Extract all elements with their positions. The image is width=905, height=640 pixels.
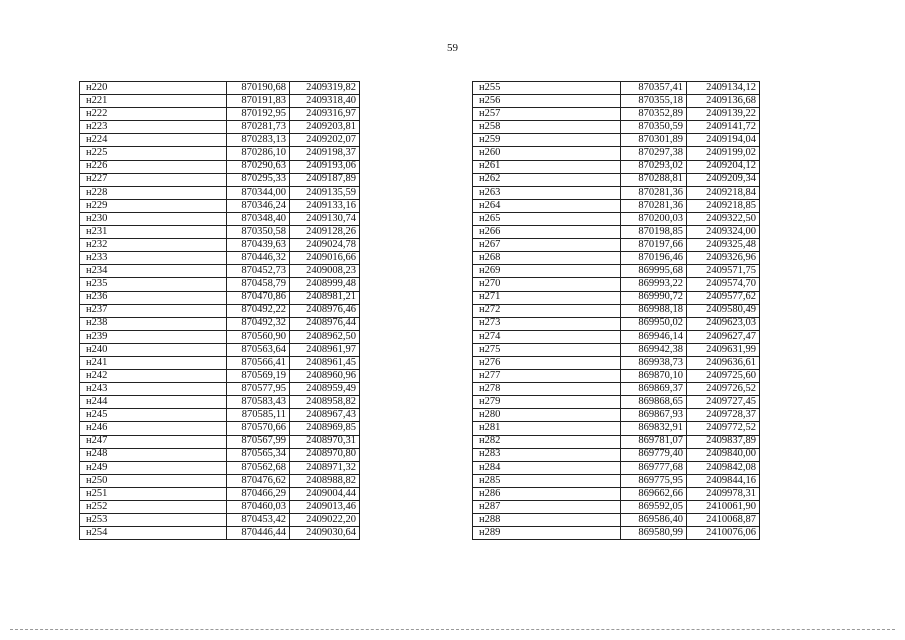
y-coordinate-cell: 2409193,06 [290,160,360,173]
y-coordinate-cell: 2409128,26 [290,226,360,239]
point-id-cell: н283 [473,448,621,461]
point-id-cell: н289 [473,527,621,540]
x-coordinate-cell: 870297,38 [621,147,687,160]
point-id-cell: н271 [473,291,621,304]
table-row [80,212,360,225]
y-coordinate-cell: 2409571,75 [687,265,760,278]
y-coordinate-cell: 2409218,85 [687,199,760,212]
point-id-cell: н246 [80,422,227,435]
y-coordinate-cell: 2408961,97 [290,343,360,356]
point-id-cell: н282 [473,435,621,448]
point-id-cell: н259 [473,134,621,147]
point-id-cell: н285 [473,474,621,487]
point-id-cell: н220 [80,82,227,95]
x-coordinate-cell: 870301,89 [621,134,687,147]
table-row [80,304,360,317]
y-coordinate-cell: 2409631,99 [687,343,760,356]
y-coordinate-cell: 2409316,97 [290,108,360,121]
table-row [80,422,360,435]
x-coordinate-cell: 870585,11 [227,409,290,422]
x-coordinate-cell: 870192,95 [227,108,290,121]
point-id-cell: н268 [473,252,621,265]
y-coordinate-cell: 2409136,68 [687,95,760,108]
point-id-cell: н239 [80,330,227,343]
x-coordinate-cell: 870569,19 [227,370,290,383]
table-row [80,527,360,540]
point-id-cell: н235 [80,278,227,291]
point-id-cell: н277 [473,370,621,383]
y-coordinate-cell: 2408976,46 [290,304,360,317]
y-coordinate-cell: 2409130,74 [290,212,360,225]
y-coordinate-cell: 2408961,45 [290,356,360,369]
point-id-cell: н280 [473,409,621,422]
x-coordinate-cell: 870460,03 [227,501,290,514]
x-coordinate-cell: 869868,65 [621,396,687,409]
y-coordinate-cell: 2409202,07 [290,134,360,147]
table-row [473,487,760,500]
table-row [473,160,760,173]
table-row [473,212,760,225]
x-coordinate-cell: 870286,10 [227,147,290,160]
point-id-cell: н263 [473,186,621,199]
table-row [473,409,760,422]
table-row [473,252,760,265]
x-coordinate-cell: 870288,81 [621,173,687,186]
y-coordinate-cell: 2409325,48 [687,239,760,252]
y-coordinate-cell: 2408969,85 [290,422,360,435]
y-coordinate-cell: 2408958,82 [290,396,360,409]
table-row [80,487,360,500]
point-id-cell: н243 [80,383,227,396]
table-row [80,82,360,95]
point-id-cell: н270 [473,278,621,291]
x-coordinate-cell: 870560,90 [227,330,290,343]
y-coordinate-cell: 2409016,66 [290,252,360,265]
point-id-cell: н287 [473,501,621,514]
y-coordinate-cell: 2409013,46 [290,501,360,514]
x-coordinate-cell: 869832,91 [621,422,687,435]
table-row [80,199,360,212]
point-id-cell: н234 [80,265,227,278]
y-coordinate-cell: 2409022,20 [290,514,360,527]
y-coordinate-cell: 2409187,89 [290,173,360,186]
x-coordinate-cell: 869580,99 [621,527,687,540]
x-coordinate-cell: 869942,38 [621,343,687,356]
table-row [80,186,360,199]
y-coordinate-cell: 2409139,22 [687,108,760,121]
table-row [80,95,360,108]
table-row [80,383,360,396]
y-coordinate-cell: 2409008,23 [290,265,360,278]
y-coordinate-cell: 2409574,70 [687,278,760,291]
y-coordinate-cell: 2409840,00 [687,448,760,461]
x-coordinate-cell: 870566,41 [227,356,290,369]
table-row [473,95,760,108]
x-coordinate-cell: 870565,34 [227,448,290,461]
y-coordinate-cell: 2409203,81 [290,121,360,134]
table-row [473,199,760,212]
table-row [473,278,760,291]
x-coordinate-cell: 869592,05 [621,501,687,514]
table-row [80,343,360,356]
x-coordinate-cell: 870352,89 [621,108,687,121]
y-coordinate-cell: 2409725,60 [687,370,760,383]
x-coordinate-cell: 870492,22 [227,304,290,317]
y-coordinate-cell: 2409577,62 [687,291,760,304]
x-coordinate-cell: 870283,13 [227,134,290,147]
x-coordinate-cell: 869867,93 [621,409,687,422]
point-id-cell: н232 [80,239,227,252]
x-coordinate-cell: 870350,58 [227,226,290,239]
y-coordinate-cell: 2408976,44 [290,317,360,330]
table-row [473,265,760,278]
y-coordinate-cell: 2409844,16 [687,474,760,487]
table-row [473,370,760,383]
point-id-cell: н260 [473,147,621,160]
table-row [473,448,760,461]
point-id-cell: н230 [80,212,227,225]
x-coordinate-cell: 870190,68 [227,82,290,95]
table-row [80,265,360,278]
x-coordinate-cell: 870567,99 [227,435,290,448]
table-row [80,435,360,448]
point-id-cell: н266 [473,226,621,239]
table-row [473,82,760,95]
y-coordinate-cell: 2408970,31 [290,435,360,448]
y-coordinate-cell: 2408967,43 [290,409,360,422]
point-id-cell: н261 [473,160,621,173]
y-coordinate-cell: 2409199,02 [687,147,760,160]
point-id-cell: н236 [80,291,227,304]
bottom-scan-edge [10,629,895,630]
table-row [80,514,360,527]
table-row [80,448,360,461]
y-coordinate-cell: 2408970,80 [290,448,360,461]
table-row [473,383,760,396]
table-row [473,134,760,147]
table-row [473,108,760,121]
point-id-cell: н275 [473,343,621,356]
x-coordinate-cell: 870452,73 [227,265,290,278]
x-coordinate-cell: 870458,79 [227,278,290,291]
y-coordinate-cell: 2409636,61 [687,356,760,369]
point-id-cell: н279 [473,396,621,409]
x-coordinate-cell: 869946,14 [621,330,687,343]
x-coordinate-cell: 869662,66 [621,487,687,500]
point-id-cell: н256 [473,95,621,108]
point-id-cell: н238 [80,317,227,330]
table-row [473,147,760,160]
table-row [80,317,360,330]
y-coordinate-cell: 2409324,00 [687,226,760,239]
point-id-cell: н240 [80,343,227,356]
point-id-cell: н273 [473,317,621,330]
y-coordinate-cell: 2409319,82 [290,82,360,95]
x-coordinate-cell: 870281,36 [621,199,687,212]
x-coordinate-cell: 870470,86 [227,291,290,304]
table-row [80,330,360,343]
table-row [80,147,360,160]
table-row [473,121,760,134]
y-coordinate-cell: 2409004,44 [290,487,360,500]
x-coordinate-cell: 870281,73 [227,121,290,134]
point-id-cell: н267 [473,239,621,252]
point-id-cell: н253 [80,514,227,527]
y-coordinate-cell: 2409024,78 [290,239,360,252]
table-row [473,304,760,317]
point-id-cell: н223 [80,121,227,134]
y-coordinate-cell: 2408962,50 [290,330,360,343]
x-coordinate-cell: 870476,62 [227,474,290,487]
y-coordinate-cell: 2409133,16 [290,199,360,212]
x-coordinate-cell: 869779,40 [621,448,687,461]
y-coordinate-cell: 2409194,04 [687,134,760,147]
x-coordinate-cell: 870200,03 [621,212,687,225]
point-id-cell: н286 [473,487,621,500]
x-coordinate-cell: 870295,33 [227,173,290,186]
point-id-cell: н227 [80,173,227,186]
y-coordinate-cell: 2409209,34 [687,173,760,186]
table-row [473,343,760,356]
x-coordinate-cell: 870191,83 [227,95,290,108]
point-id-cell: н278 [473,383,621,396]
point-id-cell: н224 [80,134,227,147]
y-coordinate-cell: 2409772,52 [687,422,760,435]
x-coordinate-cell: 870492,32 [227,317,290,330]
point-id-cell: н284 [473,461,621,474]
point-id-cell: н233 [80,252,227,265]
y-coordinate-cell: 2409218,84 [687,186,760,199]
table-row [80,461,360,474]
table-row [473,514,760,527]
x-coordinate-cell: 870577,95 [227,383,290,396]
point-id-cell: н276 [473,356,621,369]
point-id-cell: н229 [80,199,227,212]
table-row [80,134,360,147]
x-coordinate-cell: 869777,68 [621,461,687,474]
y-coordinate-cell: 2409728,37 [687,409,760,422]
y-coordinate-cell: 2408960,96 [290,370,360,383]
y-coordinate-cell: 2408959,49 [290,383,360,396]
point-id-cell: н258 [473,121,621,134]
x-coordinate-cell: 869950,02 [621,317,687,330]
table-row [80,226,360,239]
y-coordinate-cell: 2409318,40 [290,95,360,108]
point-id-cell: н241 [80,356,227,369]
table-row [80,121,360,134]
table-row [473,173,760,186]
point-id-cell: н226 [80,160,227,173]
y-coordinate-cell: 2409030,64 [290,527,360,540]
table-row [473,527,760,540]
x-coordinate-cell: 870350,59 [621,121,687,134]
point-id-cell: н231 [80,226,227,239]
table-row [473,186,760,199]
x-coordinate-cell: 870198,85 [621,226,687,239]
y-coordinate-cell: 2409726,52 [687,383,760,396]
y-coordinate-cell: 2409198,37 [290,147,360,160]
x-coordinate-cell: 869775,95 [621,474,687,487]
point-id-cell: н248 [80,448,227,461]
table-row [473,356,760,369]
table-row [473,239,760,252]
x-coordinate-cell: 870293,02 [621,160,687,173]
point-id-cell: н265 [473,212,621,225]
y-coordinate-cell: 2409322,50 [687,212,760,225]
x-coordinate-cell: 870344,00 [227,186,290,199]
y-coordinate-cell: 2409141,72 [687,121,760,134]
point-id-cell: н221 [80,95,227,108]
table-row [473,422,760,435]
table-row [80,356,360,369]
x-coordinate-cell: 870466,29 [227,487,290,500]
x-coordinate-cell: 870563,64 [227,343,290,356]
point-id-cell: н254 [80,527,227,540]
table-row [80,370,360,383]
table-row [473,226,760,239]
point-id-cell: н251 [80,487,227,500]
y-coordinate-cell: 2409978,31 [687,487,760,500]
x-coordinate-cell: 869995,68 [621,265,687,278]
point-id-cell: н281 [473,422,621,435]
table-row [473,501,760,514]
x-coordinate-cell: 869990,72 [621,291,687,304]
y-coordinate-cell: 2409135,59 [290,186,360,199]
coordinates-table-right [472,81,760,540]
table-row [80,396,360,409]
x-coordinate-cell: 870281,36 [621,186,687,199]
point-id-cell: н225 [80,147,227,160]
y-coordinate-cell: 2409837,89 [687,435,760,448]
table-row [80,278,360,291]
y-coordinate-cell: 2409627,47 [687,330,760,343]
point-id-cell: н242 [80,370,227,383]
table-row [80,291,360,304]
y-coordinate-cell: 2409580,49 [687,304,760,317]
y-coordinate-cell: 2409842,08 [687,461,760,474]
point-id-cell: н222 [80,108,227,121]
point-id-cell: н228 [80,186,227,199]
point-id-cell: н272 [473,304,621,317]
table-row [473,396,760,409]
table-row [80,160,360,173]
point-id-cell: н264 [473,199,621,212]
x-coordinate-cell: 870355,18 [621,95,687,108]
y-coordinate-cell: 2408988,82 [290,474,360,487]
point-id-cell: н244 [80,396,227,409]
table-row [80,173,360,186]
point-id-cell: н255 [473,82,621,95]
table-row [80,474,360,487]
table-row [80,501,360,514]
x-coordinate-cell: 869586,40 [621,514,687,527]
table-row [473,317,760,330]
x-coordinate-cell: 870439,63 [227,239,290,252]
table-row [80,409,360,422]
x-coordinate-cell: 869938,73 [621,356,687,369]
x-coordinate-cell: 869993,22 [621,278,687,291]
point-id-cell: н262 [473,173,621,186]
point-id-cell: н274 [473,330,621,343]
y-coordinate-cell: 2409134,12 [687,82,760,95]
x-coordinate-cell: 870197,66 [621,239,687,252]
point-id-cell: н247 [80,435,227,448]
point-id-cell: н252 [80,501,227,514]
point-id-cell: н269 [473,265,621,278]
y-coordinate-cell: 2409326,96 [687,252,760,265]
x-coordinate-cell: 869870,10 [621,370,687,383]
x-coordinate-cell: 869988,18 [621,304,687,317]
x-coordinate-cell: 870583,43 [227,396,290,409]
page-number: 59 [447,42,458,54]
y-coordinate-cell: 2410068,87 [687,514,760,527]
y-coordinate-cell: 2410076,06 [687,527,760,540]
y-coordinate-cell: 2409623,03 [687,317,760,330]
x-coordinate-cell: 870348,40 [227,212,290,225]
x-coordinate-cell: 870446,44 [227,527,290,540]
point-id-cell: н249 [80,461,227,474]
point-id-cell: н250 [80,474,227,487]
point-id-cell: н245 [80,409,227,422]
x-coordinate-cell: 870290,63 [227,160,290,173]
x-coordinate-cell: 869869,37 [621,383,687,396]
table-row [473,291,760,304]
table-row [473,435,760,448]
x-coordinate-cell: 870446,32 [227,252,290,265]
table-row [473,461,760,474]
y-coordinate-cell: 2408981,21 [290,291,360,304]
point-id-cell: н288 [473,514,621,527]
x-coordinate-cell: 869781,07 [621,435,687,448]
x-coordinate-cell: 870196,46 [621,252,687,265]
y-coordinate-cell: 2409727,45 [687,396,760,409]
x-coordinate-cell: 870346,24 [227,199,290,212]
coordinates-table-left [79,81,360,540]
table-row [80,239,360,252]
y-coordinate-cell: 2410061,90 [687,501,760,514]
point-id-cell: н237 [80,304,227,317]
x-coordinate-cell: 870562,68 [227,461,290,474]
x-coordinate-cell: 870570,66 [227,422,290,435]
y-coordinate-cell: 2408999,48 [290,278,360,291]
point-id-cell: н257 [473,108,621,121]
y-coordinate-cell: 2409204,12 [687,160,760,173]
table-row [473,330,760,343]
table-row [473,474,760,487]
table-row [80,252,360,265]
y-coordinate-cell: 2408971,32 [290,461,360,474]
table-row [80,108,360,121]
x-coordinate-cell: 870357,41 [621,82,687,95]
x-coordinate-cell: 870453,42 [227,514,290,527]
